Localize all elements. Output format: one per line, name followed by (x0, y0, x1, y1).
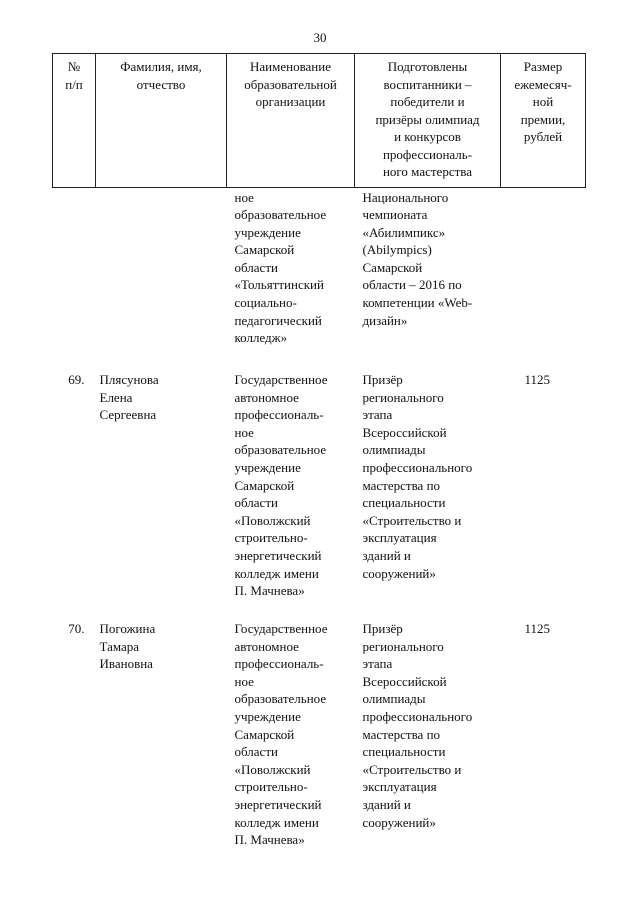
cell-full-name: Плясунова Елена Сергеевна (99, 372, 159, 423)
cell-full-name (96, 187, 227, 371)
cell-organization: ное образовательное учреждение Самарской области «Тольяттинский социально- педагогический колледж» (234, 189, 327, 346)
cell-organization: Государственное автономное профессиональ- ное образовательное учреждение Самарской области «Поволжский строительно- энергетический колледж имени П. Мачнева» (234, 372, 328, 599)
header-number: № п/п (53, 54, 96, 188)
cell-prize-amount (501, 187, 586, 371)
table-row-continuation (53, 187, 586, 371)
awards-table (52, 53, 586, 849)
cell-awards: Призёр регионального этапа Всероссийской олимпиады профессионального мастерства по специальности «Строительство и эксплуатация зданий и сооружений» (362, 372, 473, 581)
table-header-row (53, 54, 586, 188)
header-organization: Наименование образовательной организации (227, 54, 355, 188)
cell-organization: Государственное автономное профессиональ- ное образовательное учреждение Самарской области «Поволжский строительно- энергетический колледж имени П. Мачнева» (234, 621, 328, 848)
page-number: 30 (313, 30, 327, 45)
table-row (53, 620, 586, 849)
cell-full-name: Погожина Тамара Ивановна (99, 621, 156, 672)
cell-number: 70. (68, 621, 85, 636)
header-prize-amount: Размер ежемесяч- ной премии, рублей (501, 54, 586, 188)
cell-prize-amount: 1125 (524, 372, 551, 387)
cell-number (53, 187, 96, 371)
cell-prize-amount: 1125 (524, 621, 551, 636)
table-row (53, 371, 586, 620)
cell-awards: Призёр регионального этапа Всероссийской олимпиады профессионального мастерства по специальности «Строительство и эксплуатация зданий и сооружений» (362, 621, 473, 830)
cell-awards: Национального чемпионата «Абилимпикс» (Abilympics) Самарской области – 2016 по компетенции «Web- дизайн» (362, 189, 473, 328)
header-full-name: Фамилия, имя, отчество (96, 54, 227, 188)
cell-number: 69. (68, 372, 85, 387)
header-awards: Подготовлены воспитанники – победители и призёры олимпиад и конкурсов профессиональ- ного мастерства (355, 54, 501, 188)
